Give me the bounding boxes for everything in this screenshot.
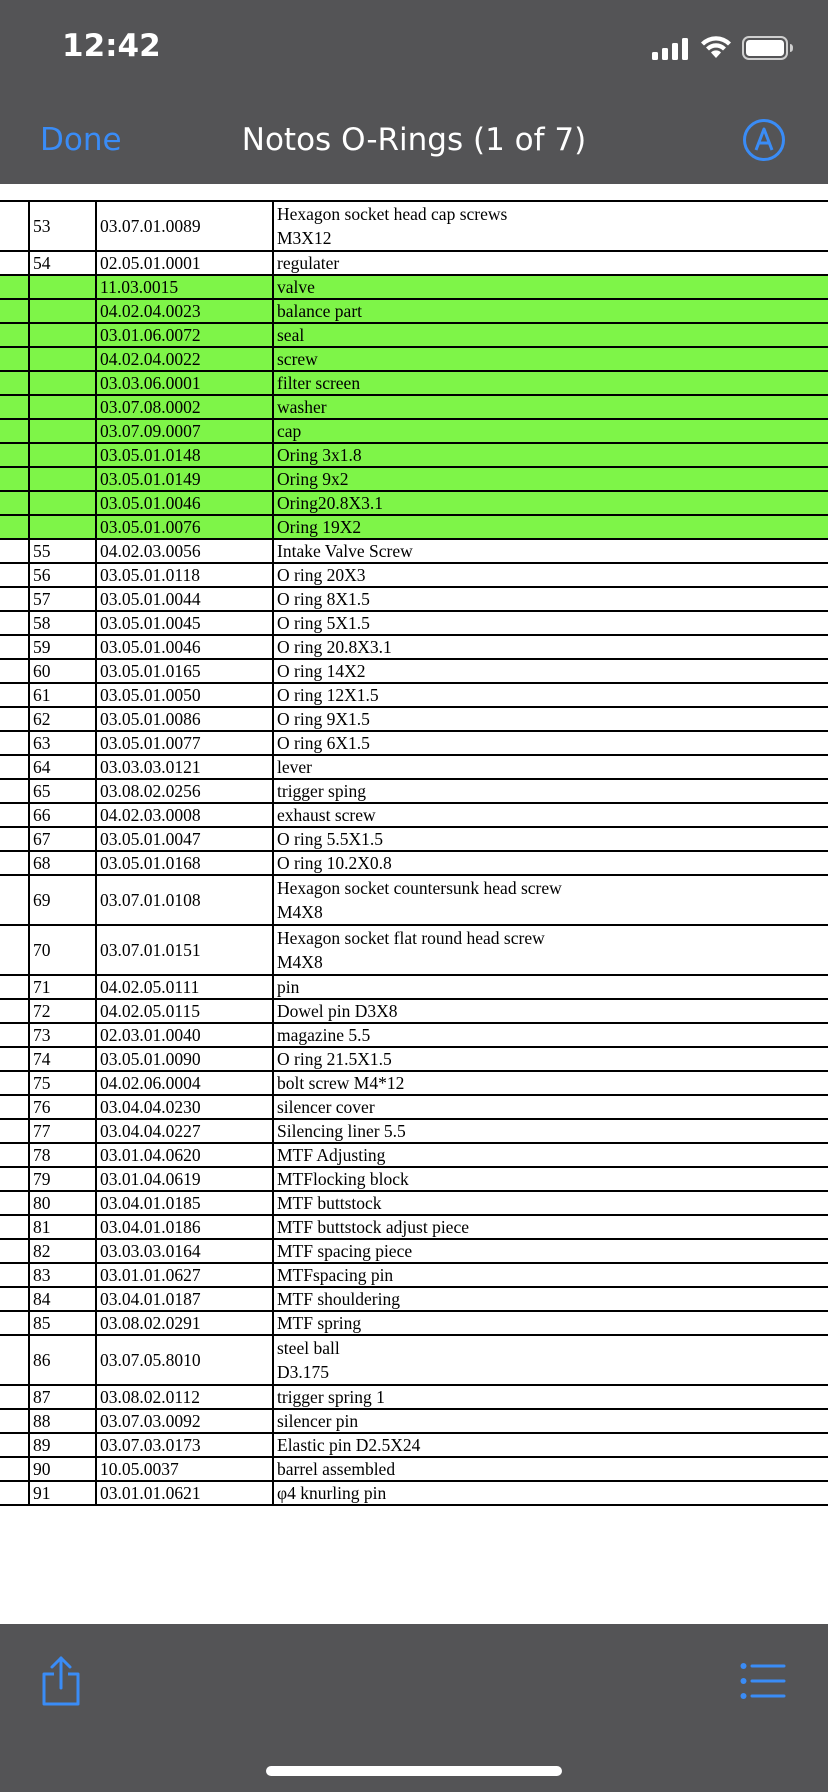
row-number-cell: 76	[29, 1095, 96, 1119]
part-code-cell: 03.04.01.0186	[96, 1215, 273, 1239]
table-row	[0, 975, 828, 999]
part-name-cell: O ring 10.2X0.8	[273, 851, 828, 875]
part-name-cell: MTF buttstock	[273, 1191, 828, 1215]
row-spacer-cell	[0, 587, 29, 611]
table-row	[0, 443, 828, 467]
row-number-cell: 81	[29, 1215, 96, 1239]
row-spacer-cell	[0, 251, 29, 275]
row-number-cell	[29, 371, 96, 395]
row-number-cell: 78	[29, 1143, 96, 1167]
part-name-cell: O ring 14X2	[273, 659, 828, 683]
table-row	[0, 1409, 828, 1433]
row-number-cell	[29, 347, 96, 371]
table-row	[0, 201, 828, 251]
table-row	[0, 1311, 828, 1335]
row-spacer-cell	[0, 515, 29, 539]
status-time: 12:42	[62, 28, 161, 64]
part-code-cell: 03.05.01.0149	[96, 467, 273, 491]
row-spacer-cell	[0, 1335, 29, 1385]
table-row	[0, 683, 828, 707]
part-code-cell: 03.07.01.0108	[96, 875, 273, 925]
part-code-cell: 03.05.01.0046	[96, 635, 273, 659]
table-row	[0, 1071, 828, 1095]
part-name-cell: trigger sping	[273, 779, 828, 803]
part-code-cell: 03.01.01.0627	[96, 1263, 273, 1287]
part-name-cell: MTF Adjusting	[273, 1143, 828, 1167]
table-row	[0, 347, 828, 371]
row-spacer-cell	[0, 1457, 29, 1481]
home-indicator	[266, 1766, 562, 1776]
row-number-cell: 55	[29, 539, 96, 563]
row-spacer-cell	[0, 1047, 29, 1071]
parts-table	[0, 200, 828, 1506]
part-code-cell: 03.01.04.0620	[96, 1143, 273, 1167]
part-name-cell: steel ball D3.175	[273, 1335, 828, 1385]
row-number-cell	[29, 491, 96, 515]
part-code-cell: 03.07.03.0092	[96, 1409, 273, 1433]
table-row	[0, 875, 828, 925]
row-number-cell: 60	[29, 659, 96, 683]
share-icon[interactable]	[40, 1654, 82, 1708]
list-icon[interactable]	[740, 1662, 786, 1700]
row-spacer-cell	[0, 707, 29, 731]
table-row	[0, 251, 828, 275]
row-number-cell: 67	[29, 827, 96, 851]
row-spacer-cell	[0, 1119, 29, 1143]
row-number-cell: 68	[29, 851, 96, 875]
row-number-cell	[29, 323, 96, 347]
row-number-cell: 65	[29, 779, 96, 803]
part-name-cell: Intake Valve Screw	[273, 539, 828, 563]
table-row	[0, 1119, 828, 1143]
row-number-cell: 54	[29, 251, 96, 275]
part-code-cell: 02.03.01.0040	[96, 1023, 273, 1047]
table-row	[0, 1335, 828, 1385]
part-name-cell: MTFspacing pin	[273, 1263, 828, 1287]
table-row	[0, 1457, 828, 1481]
row-spacer-cell	[0, 1409, 29, 1433]
table-row	[0, 563, 828, 587]
part-name-cell: screw	[273, 347, 828, 371]
row-number-cell: 57	[29, 587, 96, 611]
row-spacer-cell	[0, 875, 29, 925]
part-code-cell: 03.07.05.8010	[96, 1335, 273, 1385]
part-code-cell: 03.05.01.0046	[96, 491, 273, 515]
part-name-cell: O ring 20.8X3.1	[273, 635, 828, 659]
part-code-cell: 03.05.01.0047	[96, 827, 273, 851]
row-number-cell: 62	[29, 707, 96, 731]
row-number-cell	[29, 443, 96, 467]
row-number-cell: 80	[29, 1191, 96, 1215]
part-name-cell: seal	[273, 323, 828, 347]
part-name-cell: Elastic pin D2.5X24	[273, 1433, 828, 1457]
table-row	[0, 827, 828, 851]
table-row	[0, 371, 828, 395]
part-code-cell: 03.01.06.0072	[96, 323, 273, 347]
row-spacer-cell	[0, 467, 29, 491]
row-number-cell	[29, 515, 96, 539]
part-code-cell: 04.02.06.0004	[96, 1071, 273, 1095]
part-name-cell: Hexagon socket flat round head screw M4X8	[273, 925, 828, 975]
part-name-cell: O ring 12X1.5	[273, 683, 828, 707]
navigation-bar	[0, 100, 828, 184]
part-name-cell: washer	[273, 395, 828, 419]
part-code-cell: 03.04.01.0185	[96, 1191, 273, 1215]
row-spacer-cell	[0, 731, 29, 755]
row-spacer-cell	[0, 851, 29, 875]
part-code-cell: 03.08.02.0256	[96, 779, 273, 803]
table-row	[0, 1143, 828, 1167]
table-row	[0, 731, 828, 755]
row-number-cell: 89	[29, 1433, 96, 1457]
row-spacer-cell	[0, 925, 29, 975]
part-code-cell: 03.05.01.0148	[96, 443, 273, 467]
row-number-cell: 53	[29, 201, 96, 251]
part-code-cell: 03.04.04.0227	[96, 1119, 273, 1143]
row-spacer-cell	[0, 419, 29, 443]
row-number-cell	[29, 395, 96, 419]
part-code-cell: 03.07.01.0151	[96, 925, 273, 975]
markup-pen-icon[interactable]	[742, 118, 786, 162]
part-name-cell: filter screen	[273, 371, 828, 395]
part-code-cell: 03.05.01.0118	[96, 563, 273, 587]
part-code-cell: 03.05.01.0076	[96, 515, 273, 539]
row-spacer-cell	[0, 563, 29, 587]
row-number-cell: 64	[29, 755, 96, 779]
part-code-cell: 10.05.0037	[96, 1457, 273, 1481]
table-row	[0, 491, 828, 515]
row-number-cell: 56	[29, 563, 96, 587]
part-name-cell: O ring 9X1.5	[273, 707, 828, 731]
row-spacer-cell	[0, 1481, 29, 1505]
row-number-cell: 69	[29, 875, 96, 925]
pdf-page[interactable]	[0, 184, 828, 1624]
table-row	[0, 1167, 828, 1191]
row-number-cell: 85	[29, 1311, 96, 1335]
part-code-cell: 03.05.01.0045	[96, 611, 273, 635]
row-spacer-cell	[0, 1287, 29, 1311]
row-spacer-cell	[0, 299, 29, 323]
row-spacer-cell	[0, 371, 29, 395]
part-code-cell: 03.01.04.0619	[96, 1167, 273, 1191]
row-number-cell: 58	[29, 611, 96, 635]
part-name-cell: MTF buttstock adjust piece	[273, 1215, 828, 1239]
part-code-cell: 04.02.05.0115	[96, 999, 273, 1023]
table-row	[0, 803, 828, 827]
table-row	[0, 539, 828, 563]
part-code-cell: 03.08.02.0112	[96, 1385, 273, 1409]
row-number-cell: 66	[29, 803, 96, 827]
part-name-cell: magazine 5.5	[273, 1023, 828, 1047]
part-code-cell: 03.05.01.0044	[96, 587, 273, 611]
row-number-cell: 91	[29, 1481, 96, 1505]
part-code-cell: 04.02.03.0008	[96, 803, 273, 827]
table-row	[0, 611, 828, 635]
part-name-cell: O ring 8X1.5	[273, 587, 828, 611]
table-row	[0, 1239, 828, 1263]
row-spacer-cell	[0, 635, 29, 659]
row-number-cell: 86	[29, 1335, 96, 1385]
part-name-cell: Hexagon socket head cap screws M3X12	[273, 201, 828, 251]
part-code-cell: 03.05.01.0050	[96, 683, 273, 707]
row-number-cell: 75	[29, 1071, 96, 1095]
row-number-cell: 71	[29, 975, 96, 999]
row-spacer-cell	[0, 1071, 29, 1095]
part-name-cell: pin	[273, 975, 828, 999]
part-name-cell: cap	[273, 419, 828, 443]
row-spacer-cell	[0, 443, 29, 467]
table-row	[0, 1385, 828, 1409]
table-row	[0, 1433, 828, 1457]
row-spacer-cell	[0, 683, 29, 707]
part-name-cell: Oring20.8X3.1	[273, 491, 828, 515]
part-code-cell: 03.05.01.0086	[96, 707, 273, 731]
table-row	[0, 299, 828, 323]
table-row	[0, 925, 828, 975]
row-spacer-cell	[0, 1191, 29, 1215]
row-spacer-cell	[0, 827, 29, 851]
part-code-cell: 03.03.06.0001	[96, 371, 273, 395]
table-row	[0, 1215, 828, 1239]
table-row	[0, 755, 828, 779]
row-spacer-cell	[0, 999, 29, 1023]
row-number-cell	[29, 299, 96, 323]
part-code-cell: 03.05.01.0077	[96, 731, 273, 755]
table-row	[0, 779, 828, 803]
row-number-cell: 87	[29, 1385, 96, 1409]
part-name-cell: Dowel pin D3X8	[273, 999, 828, 1023]
row-spacer-cell	[0, 1143, 29, 1167]
part-name-cell: barrel assembled	[273, 1457, 828, 1481]
row-number-cell: 72	[29, 999, 96, 1023]
part-name-cell: MTF spring	[273, 1311, 828, 1335]
part-code-cell: 04.02.04.0023	[96, 299, 273, 323]
part-name-cell: valve	[273, 275, 828, 299]
part-code-cell: 03.07.09.0007	[96, 419, 273, 443]
part-name-cell: O ring 20X3	[273, 563, 828, 587]
row-number-cell: 77	[29, 1119, 96, 1143]
part-name-cell: MTFlocking block	[273, 1167, 828, 1191]
row-spacer-cell	[0, 1215, 29, 1239]
part-code-cell: 03.03.03.0164	[96, 1239, 273, 1263]
row-spacer-cell	[0, 611, 29, 635]
part-code-cell: 03.04.01.0187	[96, 1287, 273, 1311]
table-row	[0, 659, 828, 683]
part-code-cell: 04.02.04.0022	[96, 347, 273, 371]
part-code-cell: 11.03.0015	[96, 275, 273, 299]
status-bar	[0, 0, 828, 100]
row-spacer-cell	[0, 275, 29, 299]
part-code-cell: 03.05.01.0168	[96, 851, 273, 875]
row-spacer-cell	[0, 1385, 29, 1409]
table-row	[0, 999, 828, 1023]
part-name-cell: O ring 21.5X1.5	[273, 1047, 828, 1071]
battery-icon	[742, 36, 794, 60]
table-row	[0, 419, 828, 443]
row-spacer-cell	[0, 539, 29, 563]
row-number-cell: 73	[29, 1023, 96, 1047]
row-number-cell: 59	[29, 635, 96, 659]
table-row	[0, 1095, 828, 1119]
row-number-cell: 79	[29, 1167, 96, 1191]
done-button[interactable]: Done	[40, 122, 122, 158]
part-name-cell: Hexagon socket countersunk head screw M4X8	[273, 875, 828, 925]
part-name-cell: trigger spring 1	[273, 1385, 828, 1409]
part-name-cell: MTF spacing piece	[273, 1239, 828, 1263]
table-row	[0, 1047, 828, 1071]
cellular-signal-icon	[652, 38, 690, 60]
row-spacer-cell	[0, 323, 29, 347]
row-spacer-cell	[0, 779, 29, 803]
part-code-cell: 03.05.01.0090	[96, 1047, 273, 1071]
part-name-cell: lever	[273, 755, 828, 779]
part-name-cell: balance part	[273, 299, 828, 323]
part-code-cell: 02.05.01.0001	[96, 251, 273, 275]
row-spacer-cell	[0, 395, 29, 419]
row-spacer-cell	[0, 659, 29, 683]
table-row	[0, 707, 828, 731]
part-code-cell: 03.05.01.0165	[96, 659, 273, 683]
row-number-cell: 90	[29, 1457, 96, 1481]
table-row	[0, 275, 828, 299]
row-number-cell: 74	[29, 1047, 96, 1071]
row-spacer-cell	[0, 347, 29, 371]
part-code-cell: 03.04.04.0230	[96, 1095, 273, 1119]
table-row	[0, 467, 828, 491]
row-spacer-cell	[0, 803, 29, 827]
table-row	[0, 1191, 828, 1215]
row-number-cell: 61	[29, 683, 96, 707]
row-spacer-cell	[0, 1095, 29, 1119]
row-spacer-cell	[0, 755, 29, 779]
table-row	[0, 323, 828, 347]
part-code-cell: 03.07.08.0002	[96, 395, 273, 419]
row-spacer-cell	[0, 1239, 29, 1263]
part-code-cell: 03.07.03.0173	[96, 1433, 273, 1457]
part-code-cell: 04.02.03.0056	[96, 539, 273, 563]
table-row	[0, 515, 828, 539]
table-row	[0, 635, 828, 659]
row-number-cell: 83	[29, 1263, 96, 1287]
row-spacer-cell	[0, 1167, 29, 1191]
row-number-cell: 88	[29, 1409, 96, 1433]
part-name-cell: MTF shouldering	[273, 1287, 828, 1311]
part-code-cell: 03.07.01.0089	[96, 201, 273, 251]
row-number-cell	[29, 467, 96, 491]
table-row	[0, 587, 828, 611]
part-code-cell: 04.02.05.0111	[96, 975, 273, 999]
row-spacer-cell	[0, 491, 29, 515]
table-row	[0, 395, 828, 419]
row-number-cell: 63	[29, 731, 96, 755]
part-name-cell: φ4 knurling pin	[273, 1481, 828, 1505]
table-row	[0, 1023, 828, 1047]
row-number-cell	[29, 275, 96, 299]
row-spacer-cell	[0, 201, 29, 251]
row-spacer-cell	[0, 975, 29, 999]
part-name-cell: Oring 9x2	[273, 467, 828, 491]
part-code-cell: 03.01.01.0621	[96, 1481, 273, 1505]
part-name-cell: silencer pin	[273, 1409, 828, 1433]
wifi-icon	[700, 36, 732, 60]
part-name-cell: bolt screw M4*12	[273, 1071, 828, 1095]
part-name-cell: O ring 5.5X1.5	[273, 827, 828, 851]
part-code-cell: 03.08.02.0291	[96, 1311, 273, 1335]
part-name-cell: Oring 3x1.8	[273, 443, 828, 467]
part-name-cell: regulater	[273, 251, 828, 275]
part-name-cell: silencer cover	[273, 1095, 828, 1119]
part-name-cell: Oring 19X2	[273, 515, 828, 539]
document-title: Notos O-Rings (1 of 7)	[241, 122, 587, 158]
table-row	[0, 1481, 828, 1505]
row-number-cell: 84	[29, 1287, 96, 1311]
part-code-cell: 03.03.03.0121	[96, 755, 273, 779]
row-spacer-cell	[0, 1311, 29, 1335]
row-spacer-cell	[0, 1023, 29, 1047]
part-name-cell: exhaust screw	[273, 803, 828, 827]
row-number-cell: 82	[29, 1239, 96, 1263]
table-row	[0, 851, 828, 875]
part-name-cell: Silencing liner 5.5	[273, 1119, 828, 1143]
row-spacer-cell	[0, 1433, 29, 1457]
table-row	[0, 1287, 828, 1311]
row-number-cell	[29, 419, 96, 443]
part-name-cell: O ring 5X1.5	[273, 611, 828, 635]
row-number-cell: 70	[29, 925, 96, 975]
part-name-cell: O ring 6X1.5	[273, 731, 828, 755]
row-spacer-cell	[0, 1263, 29, 1287]
table-row	[0, 1263, 828, 1287]
